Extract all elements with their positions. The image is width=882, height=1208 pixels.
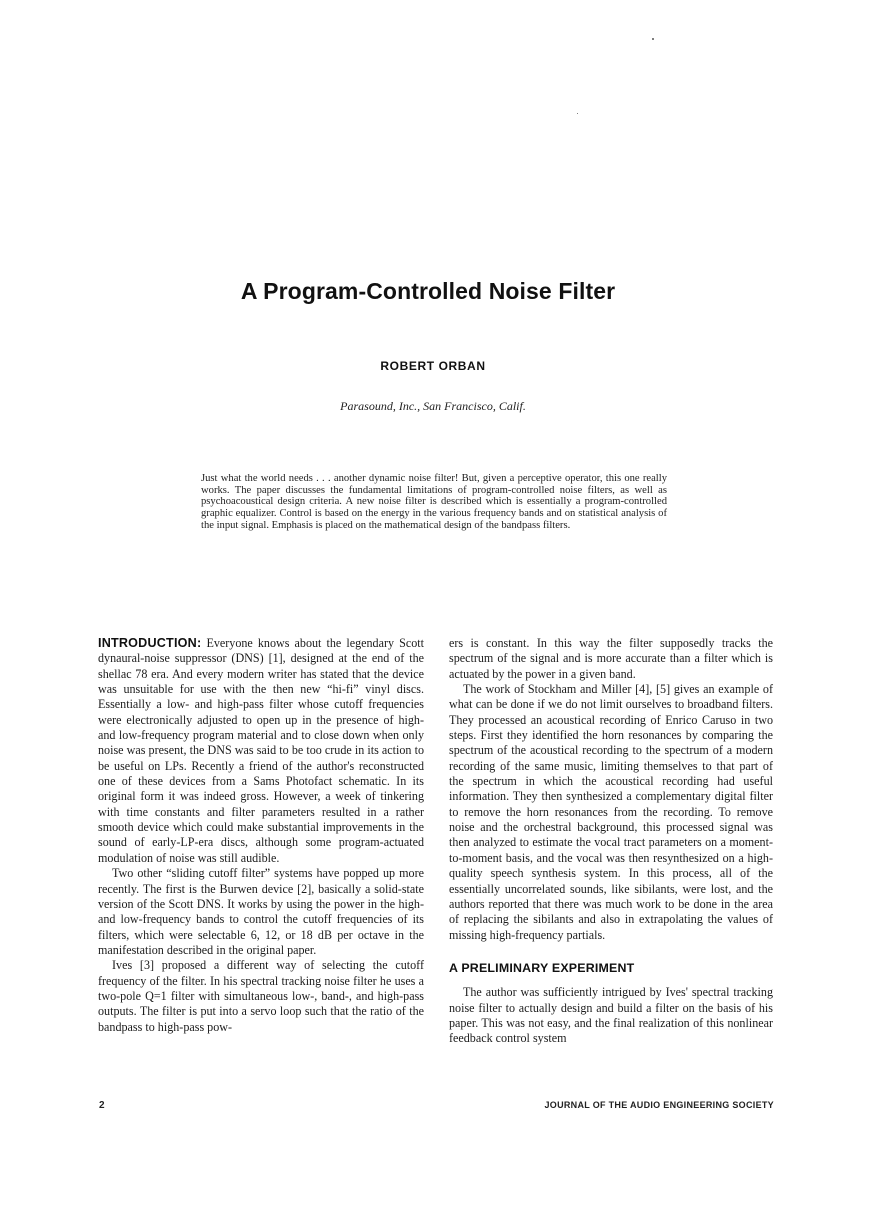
author-affiliation: Parasound, Inc., San Francisco, Calif. (340, 399, 526, 413)
right-paragraph-2: The work of Stockham and Miller [4], [5] gives an example of what can be done if we do not limit ourselves to broadband filters. They processed an acoustical recording of Enrico Caruso in two steps. First they identified the horn resonances by comparing the spectrum of the acoustical recording to the spectrum of a modern recording of the same music, limiting themselves to that part of the spectrum in which the acoustical recording had useful information. They then synthesized a complementary digital filter to remove the horn resonances from the recording. To remove noise and the orchestral background, this processed signal was then analyzed to estimate the vocal tract parameters on a moment-to-moment basis, and the vocal was then resynthesized on a high-quality speech synthesis system. In this process, all of the essentially uncorrelated sounds, like sibilants, were lost, and the authors reported that there was much work to be done in the area of replacing the sibilants and also in extrapolating the values of missing high-frequency partials. (449, 682, 773, 942)
left-column (98, 636, 424, 1035)
intro-paragraph-1 (98, 636, 424, 866)
right-paragraph-1: ers is constant. In this way the filter supposedly tracks the spectrum of the signal and is more accurate than a filter which is actuated by the power in a given band. (449, 636, 773, 681)
section2-paragraph-1: The author was sufficiently intrigued by Ives' spectral tracking noise filter to actually design and build a filter on the basis of his paper. This was not easy, and the final realization of this nonlinear feedback control system (449, 985, 773, 1046)
intro-paragraph-3: Ives [3] proposed a different way of selecting the cutoff frequency of the filter. In his spectral tracking noise filter he uses a two-pole Q=1 filter with simultaneous low-, band-, and high-pass outputs. The filter is put into a servo loop such that the ratio of the bandpass to high-pass pow- (98, 958, 424, 1034)
section-heading-preliminary: A PRELIMINARY EXPERIMENT (449, 960, 635, 975)
scan-speck (652, 38, 654, 40)
intro-paragraph-2: Two other “sliding cutoff filter” systems have popped up more recently. The first is the Burwen device [2], basically a solid-state version of the Scott DNS. It works by using the power in the high- and low-frequency bands to control the cutoff frequencies of its filters, which were selectable 6, 12, or 18 dB per octave in the manifestation described in the original paper. (98, 866, 424, 957)
journal-name: JOURNAL OF THE AUDIO ENGINEERING SOCIETY (544, 1100, 774, 1110)
abstract: Just what the world needs . . . another dynamic noise filter! But, given a perceptive operator, this one really works. The paper discusses the fundamental limitations of program-controlled noise filters, as well as psychoacoustical design criteria. A new noise filter is described which is essentially a program-controlled graphic equalizer. Control is based on the energy in the various frequency bands and on statistical analysis of the input signal. Emphasis is placed on the mathematical design of the bandpass filters. (201, 473, 667, 531)
right-column (449, 636, 773, 1047)
intro-heading: INTRODUCTION: (98, 636, 202, 650)
author-name: ROBERT ORBAN (380, 359, 486, 373)
article-title: A Program-Controlled Noise Filter (240, 278, 616, 304)
intro-paragraph-1-text: Everyone knows about the legendary Scott dynaural-noise suppressor (DNS) [1], designed at the end of the shellac 78 era. And every modern writer has stated that the device was unsuitable for use with the then new “hi-fi” vinyl discs. Essentially a low- and high-pass filter whose cutoff frequencies were electronically adjusted to open up in the presence of high- and low-frequency program material and to close down when only noise was present, the DNS was said to be too crude in its action to be useful on LPs. Recently a friend of the author's reconstructed one of these devices from a Sams Photofact schematic. In its original form it was indeed gross. However, a week of tinkering with time constants and filter parameters resulted in a rather smooth device which could make substantial improvements in the sound of early-LP-era discs, although some program-actuated modulation of noise was still audible. (98, 636, 424, 865)
scan-speck (577, 113, 578, 114)
page-number: 2 (99, 1100, 105, 1111)
